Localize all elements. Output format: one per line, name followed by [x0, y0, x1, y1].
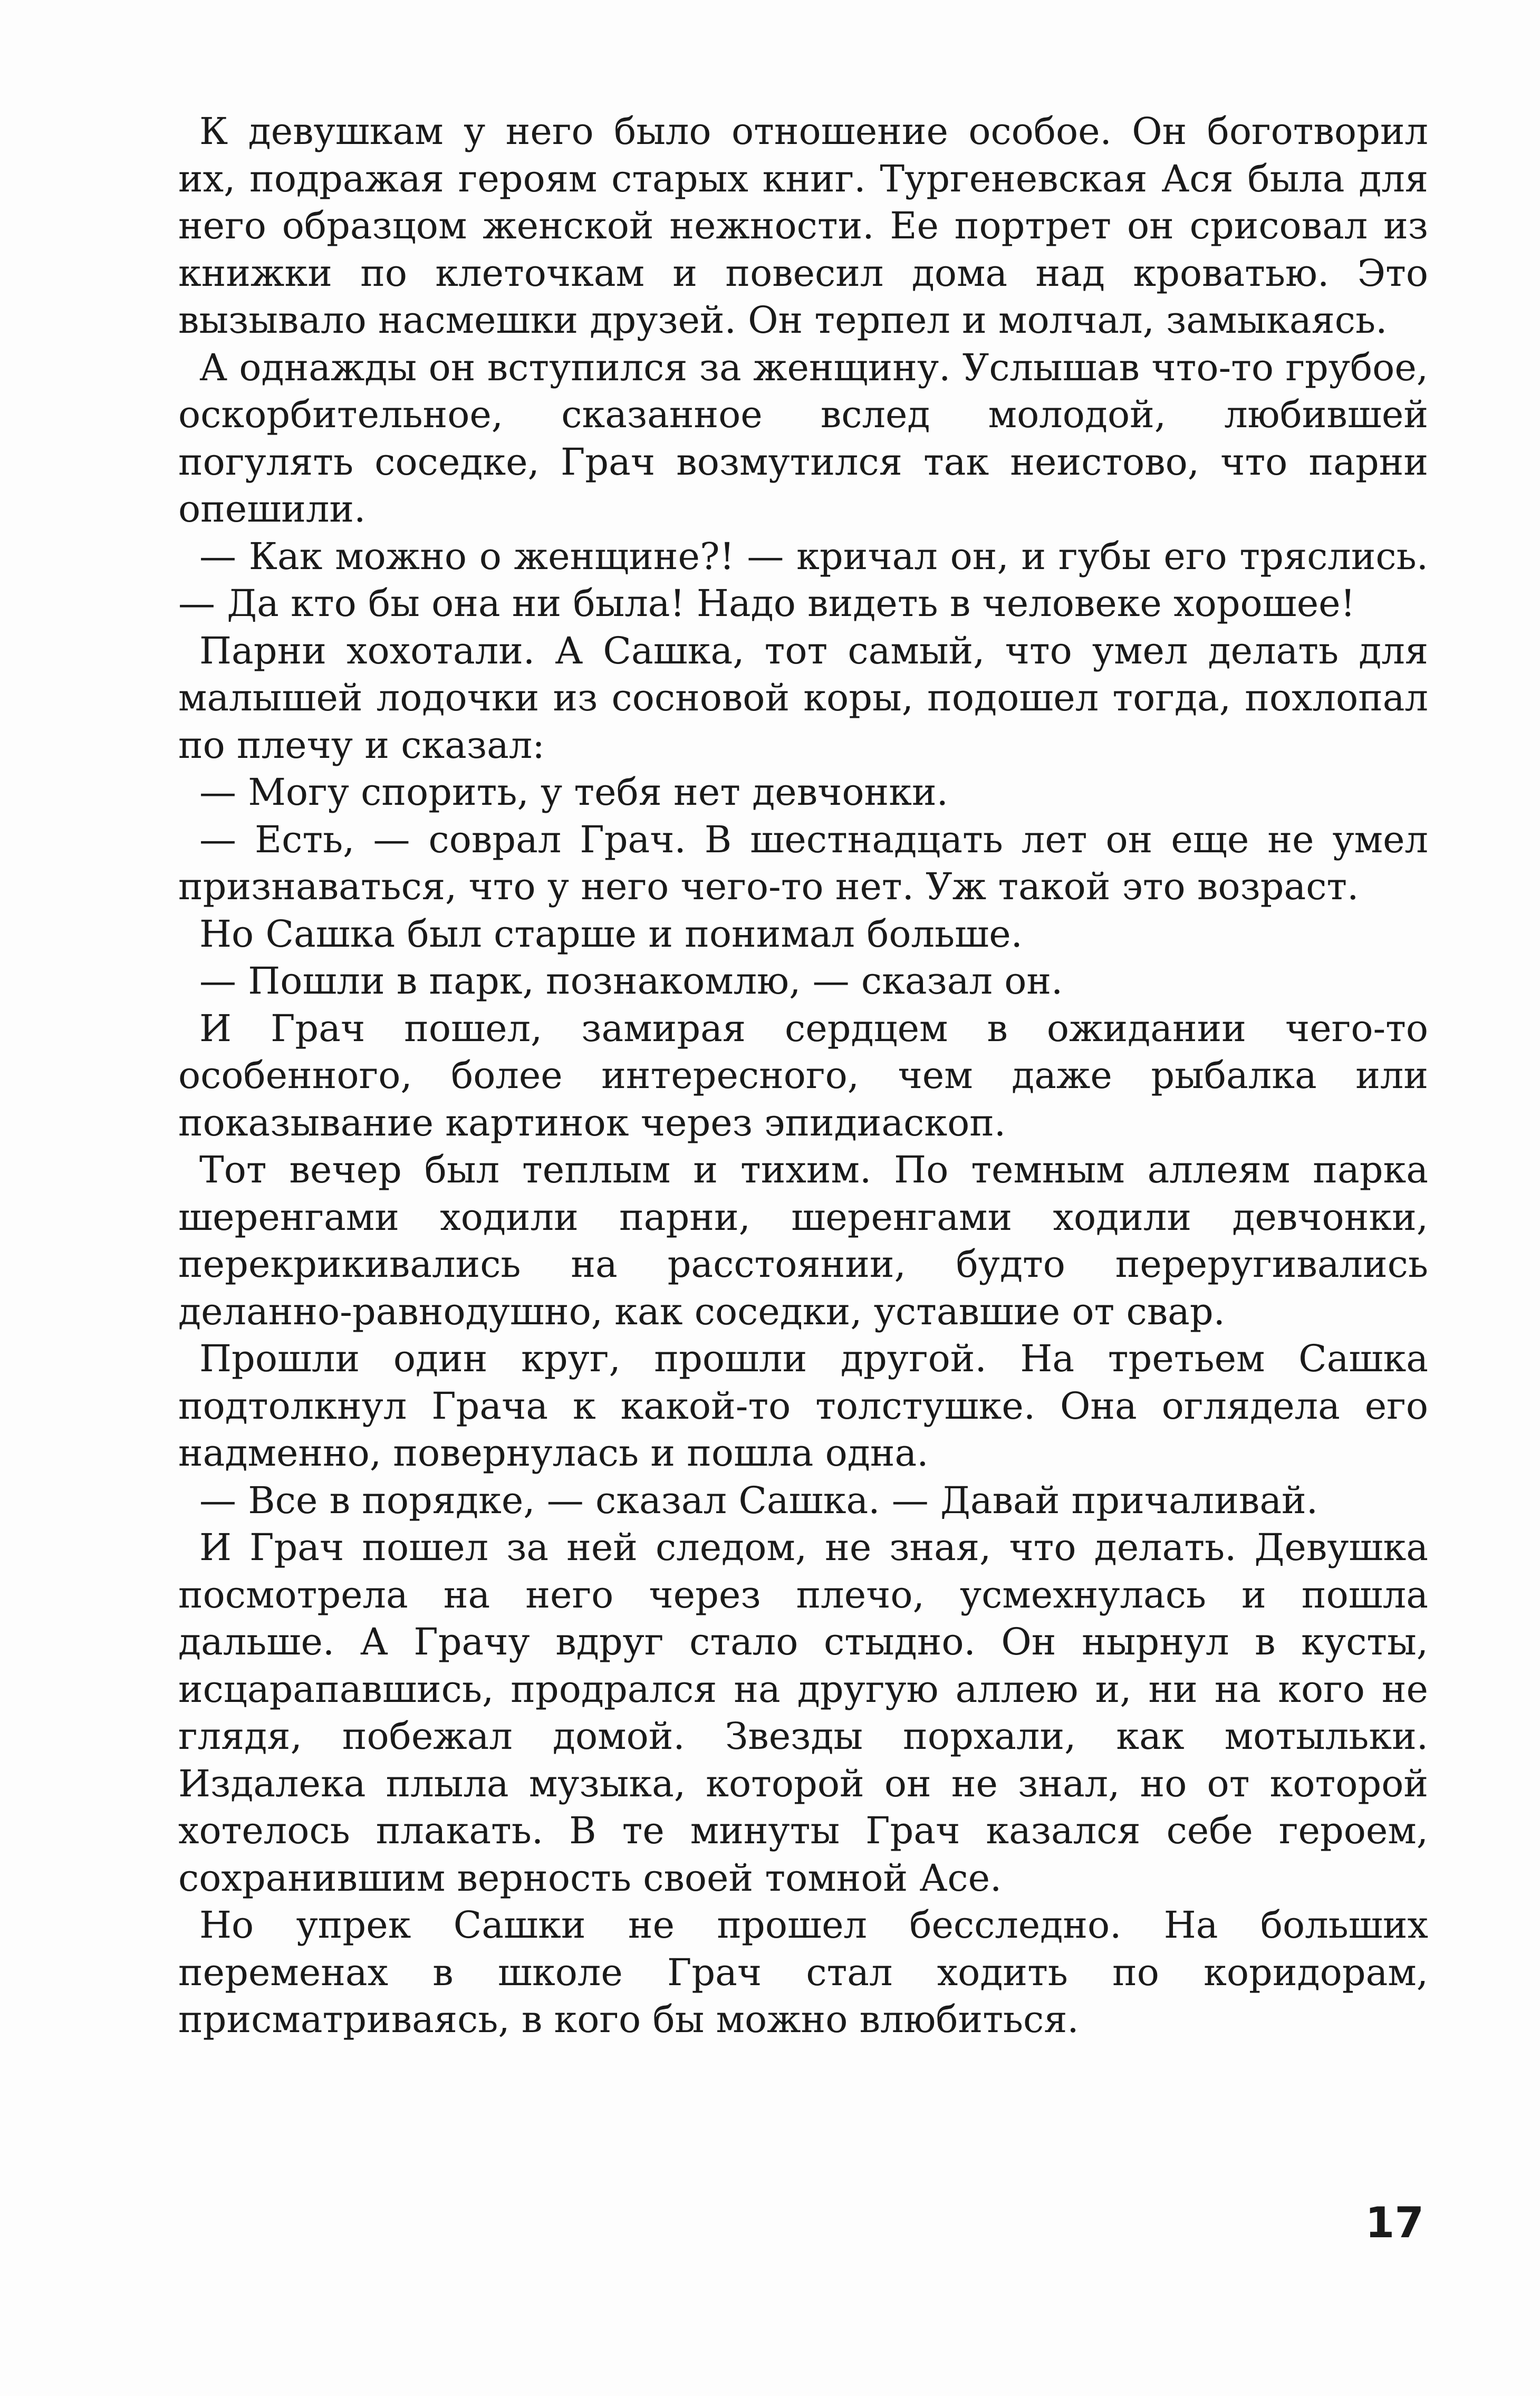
paragraph: И Грач пошел за ней следом, не зная, что делать. Девушка посмотрела на него через плечо, усмехнулась и пошла дальше. А Грачу вдруг стало стыдно. Он нырнул в кусты, исцарапавшись, продрался на другую аллею и, ни на кого не глядя, побежал домой. Звезды порхали, как мотыльки. Издалека плыла музыка, которой он не знал, но от которой хотелось плакать. В те минуты Грач казался себе героем, сохранившим верность своей томной Асе.: [178, 1526, 1428, 1900]
paragraph: Тот вечер был теплым и тихим. По темным аллеям парка шеренгами ходили парни, шеренгами ходили девчонки, перекрикивались на расстоянии, будто переругивались деланно-равнодушно, как соседки, уставшие от свар.: [178, 1148, 1428, 1333]
paragraph: Но упрек Сашки не прошел бесследно. На больших переменах в школе Грач стал ходить по коридорам, присматриваясь, в кого бы можно влюбиться.: [178, 1903, 1428, 2041]
paragraph: Но Сашка был старше и понимал больше.: [199, 912, 1023, 956]
paragraph: Парни хохотали. А Сашка, тот самый, что умел делать для малышей лодочки из сосновой коры, подошел тогда, похлопал по плечу и сказал:: [178, 629, 1428, 767]
paragraph: Прошли один круг, прошли другой. На третьем Сашка подтолкнул Грача к какой-то толстушке. Она оглядела его надменно, повернулась и пошла одна.: [178, 1337, 1428, 1475]
body-text: [178, 108, 1428, 2044]
paragraph: — Как можно о женщине?! — кричал он, и губы его тряслись. — Да кто бы она ни была! Надо видеть в человеке хорошее!: [178, 534, 1428, 625]
paragraph: К девушкам у него было отношение особое. Он боготворил их, подражая героям старых книг. Тургеневская Ася была для него образцом женской нежности. Ее портрет он срисовал из книжки по клеточкам и повесил дома над кроватью. Это вызывало насмешки друзей. Он терпел и молчал, замыкаясь.: [178, 110, 1428, 342]
paragraph: — Есть, — соврал Грач. В шестнадцать лет он еще не умел признаваться, что у него чего-то нет. Уж такой это возраст.: [178, 817, 1428, 908]
paragraph: А однажды он вступился за женщину. Услышав что-то грубое, оскорбительное, сказанное вслед молодой, любившей погулять соседке, Грач возмутился так неистово, что парни опешили.: [178, 345, 1428, 531]
page-number: 17: [1365, 2198, 1424, 2247]
paragraph: — Все в порядке, — сказал Сашка. — Давай причаливай.: [199, 1478, 1318, 1522]
paragraph: — Могу спорить, у тебя нет девчонки.: [199, 771, 948, 814]
paragraph: — Пошли в парк, познакомлю, — сказал он.: [199, 959, 1063, 1003]
paragraph: И Грач пошел, замирая сердцем в ожидании чего-то особенного, более интересного, чем даже рыбалка или показывание картинок через эпидиаскоп.: [178, 1006, 1428, 1144]
